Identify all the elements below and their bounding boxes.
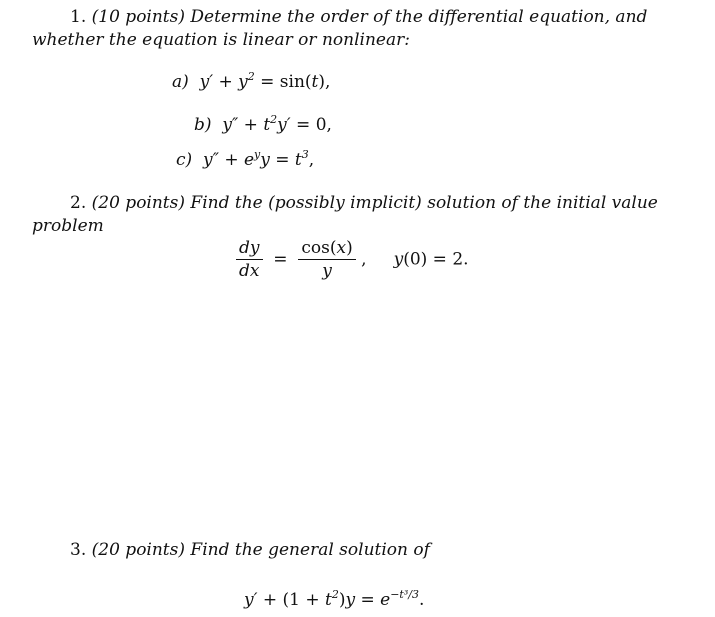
q1-part-c-label: c): [176, 150, 193, 170]
cos-over-y-fraction: $\frac{\cos(x)}{y}$: [298, 237, 355, 282]
q1-points: (10 points): [91, 7, 185, 27]
initial-condition: y(0) = 2.: [393, 249, 469, 270]
q1-part-a: [172, 72, 330, 92]
q1-prompt-line1: Determine the order of the differential equation, and: [190, 7, 648, 27]
q1-part-c-equation: $y'' + e^yy = t^3$,: [197, 148, 315, 170]
q3-points: (20 points): [91, 540, 185, 560]
dy-dx-fraction: $\frac{dy}{dx}$: [236, 237, 263, 282]
q3-number: 3.: [70, 540, 87, 560]
q2-number: 2.: [70, 193, 87, 213]
q3-line: [70, 540, 430, 560]
q1-part-c: [176, 150, 314, 170]
q1-line1: [70, 7, 647, 27]
q1-prompt-line2: whether the equation is linear or nonlinear:: [32, 30, 410, 50]
q1-part-a-equation: $y' + y^2 = \sin(t)$,: [194, 70, 331, 92]
q2-line1: [70, 193, 658, 213]
q3-prompt: Find the general solution of: [190, 540, 430, 560]
q2-points: (20 points): [91, 193, 185, 213]
q1-part-b-equation: $y'' + t^2y' = 0$,: [216, 113, 332, 135]
q2-prompt-line1: Find the (possibly implicit) solution of the initial value: [190, 193, 658, 213]
q1-part-a-label: a): [172, 72, 189, 92]
q1-part-b-label: b): [194, 115, 212, 135]
q1-number: 1.: [70, 7, 87, 27]
q2-equation: $\frac{dy}{dx}$ = $\frac{\cos(x)}{y}$ , y(0) = 2.: [236, 237, 469, 282]
q1-part-b: [194, 115, 332, 135]
q3-equation: $y' + (1 + t^2)y = e^{-t^3/3}$.: [244, 588, 425, 610]
q2-prompt-line2: problem: [32, 216, 104, 236]
